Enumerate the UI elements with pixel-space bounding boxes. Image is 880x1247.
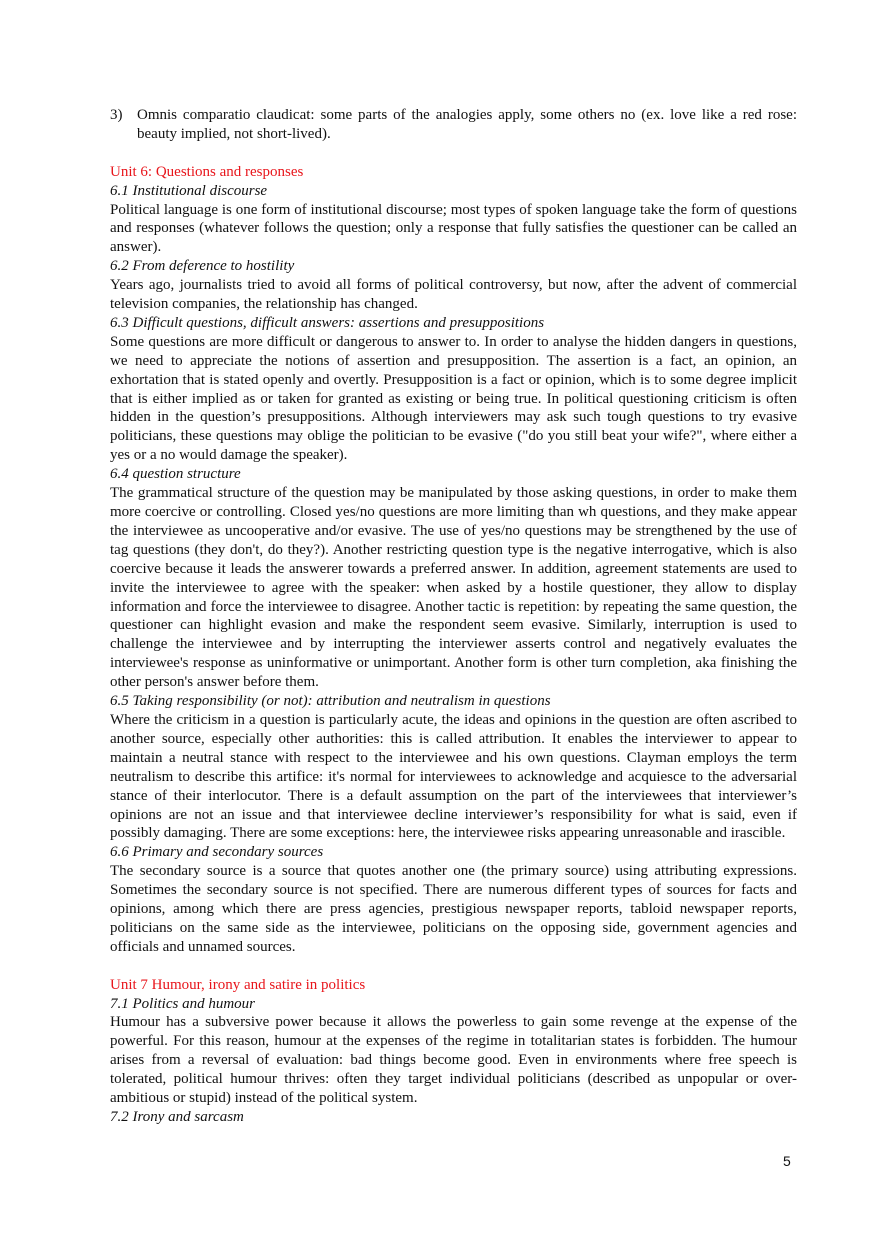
list-item-text: Omnis comparatio claudicat: some parts of the analogies apply, some others no (ex. love like a red rose: beauty implied, not short-lived). [137, 107, 797, 142]
section-6-1-heading: 6.1 Institutional discourse [110, 182, 268, 199]
page-content [110, 106, 797, 1127]
list-number: 3) [110, 107, 123, 123]
unit-7-heading: Unit 7 Humour, irony and satire in politics [110, 976, 366, 993]
paragraph-gap [110, 957, 797, 976]
section-6-2-body: Years ago, journalists tried to avoid all forms of political controversy, but now, after the advent of commercial television companies, the relationship has changed. [110, 277, 797, 313]
page-number: 5 [783, 1153, 791, 1169]
section-7-1-body: Humour has a subversive power because it allows the powerless to gain some revenge at the expense of the powerful. For this reason, humour at the expenses of the regime in totalitarian states is forbidden. The humour arises from a reversal of evaluation: bad things become good. Even in environments where free speech is tolerated, political humour thrives: often they target individual politicians (described as unpopular or over-ambitious or stupid) instead of the political system. [110, 1014, 797, 1107]
section-6-3-heading: 6.3 Difficult questions, difficult answers: assertions and presuppositions [110, 314, 545, 331]
section-7-1-heading: 7.1 Politics and humour [110, 995, 255, 1012]
list-item [110, 106, 797, 144]
section-6-4-heading: 6.4 question structure [110, 466, 241, 483]
unit-6-heading: Unit 6: Questions and responses [110, 163, 304, 180]
section-6-2-heading: 6.2 From deference to hostility [110, 258, 295, 275]
section-6-3-body: Some questions are more difficult or dangerous to answer to. In order to analyse the hidden dangers in questions, we need to appreciate the notions of assertion and presupposition. The assertion is a fact, an opinion, an exhortation that is stated openly and overtly. Presupposition is a fact or opinion, which is to some degree implicit that is either implied as or taken for granted as existing or being true. In political questioning criticism is often hidden in the question’s presuppositions. Although interviewers may ask such tough questions to try evasive politicians, these questions may oblige the politician to be evasive ("do you still beat your wife?", where either a yes or a no would damage the speaker). [110, 333, 797, 464]
section-6-5-body: Where the criticism in a question is particularly acute, the ideas and opinions in the question are often ascribed to another source, especially other authorities: this is called attribution. It enables the interviewer to appear to maintain a neutral stance with respect to the interviewee and his own questions. Clayman employs the term neutralism to describe this artifice: it's normal for interviewees to acknowledge and acquiesce to the adversarial stance of their interlocutor. There is a default assumption on the part of the interviewees that interviewer’s opinions are not an issue and that interviewee decline interviewer’s responsibility for what is said, even if possibly damaging. There are some exceptions: here, the interviewee risks appearing unreasonable and irascible. [110, 711, 797, 842]
paragraph-gap [110, 144, 797, 163]
section-6-6-heading: 6.6 Primary and secondary sources [110, 844, 324, 861]
section-6-1-body: Political language is one form of institutional discourse; most types of spoken language take the form of questions and responses (whatever follows the question; only a response that fully satisfies the questioner can be called an answer). [110, 201, 797, 256]
section-6-5-heading: 6.5 Taking responsibility (or not): attribution and neutralism in questions [110, 693, 551, 710]
section-6-4-body: The grammatical structure of the question may be manipulated by those asking questions, in order to make them more coercive or controlling. Closed yes/no questions are more limiting than wh questions, and they make appear the interviewee as uncooperative and/or evasive. The use of yes/no questions may be strengthened by the use of tag questions (they don't, do they?). Another restricting question type is the negative interrogative, which is also coercive because it leads the answerer towards a preferred answer. In addition, agreement statements are used to invite the interviewee to agree with the speaker: when asked by a hostile questioner, they allow to display information and force the interviewee to disagree. Another tactic is repetition: by repeating the same question, the questioner can highlight evasion and make the respondent seem evasive. Similarly, interruption is used to challenge the interviewee and by interrupting the interviewer asserts control and negatively evaluates the interviewee's response as uninformative or unimportant. Another form is other turn completion, aka finishing the other person's answer before them. [110, 485, 797, 691]
section-6-6-body: The secondary source is a source that quotes another one (the primary source) using attributing expressions. Sometimes the secondary source is not specified. There are numerous different types of sources for facts and opinions, among which there are press agencies, prestigious newspaper reports, tabloid newspaper reports, politicians on the same side as the interviewee, politicians on the opposing side, government agencies and officials and unnamed sources. [110, 863, 797, 955]
section-7-2-heading: 7.2 Irony and sarcasm [110, 1109, 244, 1125]
